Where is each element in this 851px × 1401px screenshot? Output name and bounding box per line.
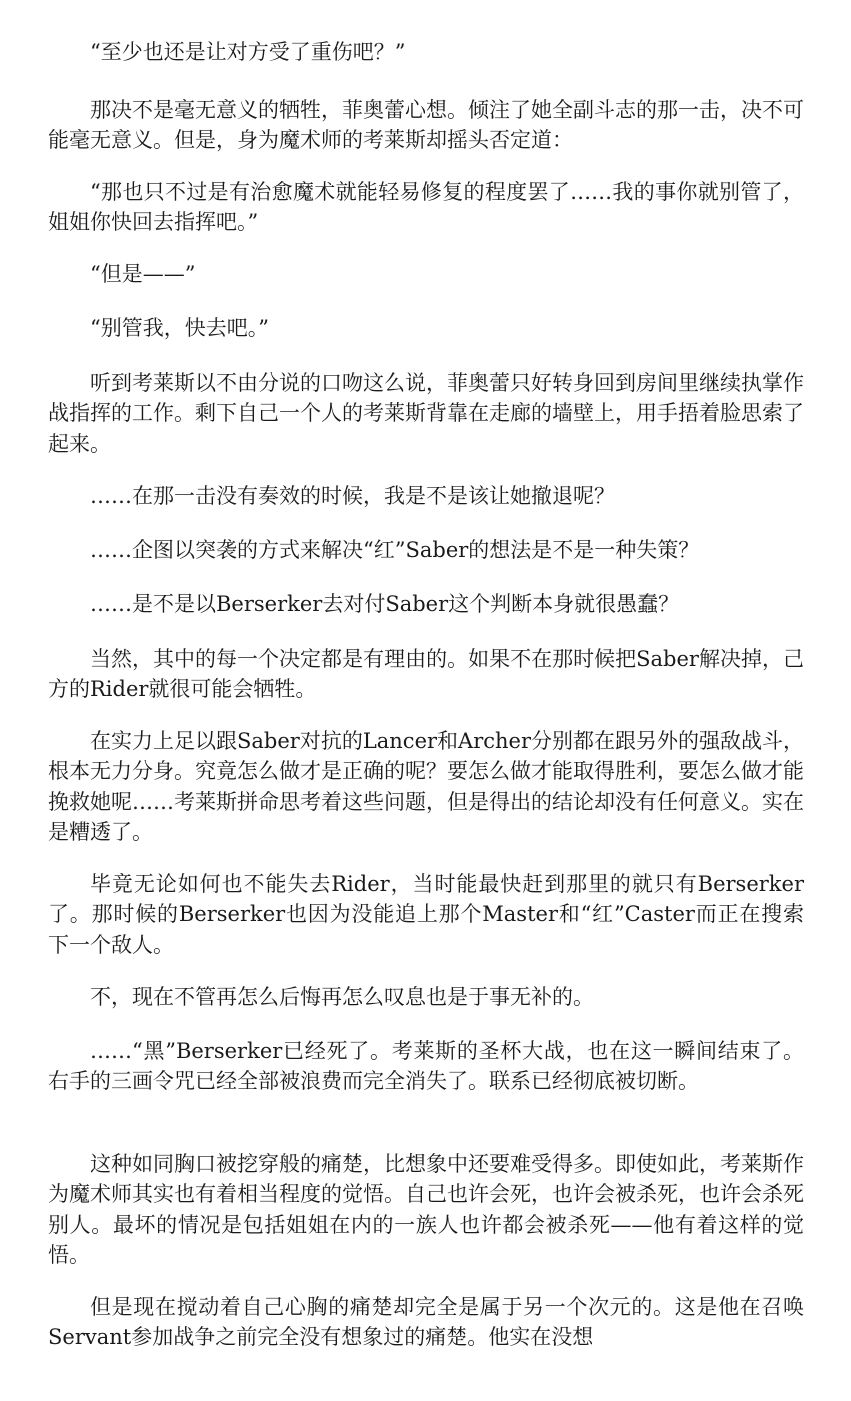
paragraph-11: 在实力上足以跟Saber对抗的Lancer和Archer分别都在跟另外的强敌战斗，根本无力分身。究竟怎么做才是正确的呢？要怎么做才能取得胜利，要怎么做才能挽救她呢……考莱斯拼命思考着这些问题，但是得出的结论却没有任何意义。实在是糟透了。: [48, 729, 804, 845]
paragraph-12: 毕竟无论如何也不能失去Rider，当时能最快赶到那里的就只有Berserker了。那时候的Berserker也因为没能追上那个Master和“红”Caster而正在搜索下一个敌人。: [48, 872, 804, 957]
paragraph-2: 那决不是毫无意义的牺牲，菲奥蕾心想。倾注了她全副斗志的那一击，决不可能毫无意义。但是，身为魔术师的考莱斯却摇头否定道：: [48, 98, 804, 153]
paragraph-9: ……是不是以Berserker去对付Saber这个判断本身就很愚蠢？: [90, 592, 680, 616]
paragraph-13: 不，现在不管再怎么后悔再怎么叹息也是于事无补的。: [90, 985, 594, 1009]
paragraph-8: ……企图以突袭的方式来解决“红”Saber的想法是不是一种失策？: [90, 538, 700, 562]
paragraph-5: “别管我，快去吧。”: [90, 316, 269, 340]
paragraph-4: “但是——”: [90, 262, 196, 286]
paragraph-1: “至少也还是让对方受了重伤吧？”: [90, 40, 406, 64]
paragraph-16: 但是现在搅动着自己心胸的痛楚却完全是属于另一个次元的。这是他在召唤Servant参加战争之前完全没有想象过的痛楚。他实在没想: [48, 1295, 804, 1350]
paragraph-14: ……“黑”Berserker已经死了。考莱斯的圣杯大战，也在这一瞬间结束了。右手的三画令咒已经全部被浪费而完全消失了。联系已经彻底被切断。: [48, 1039, 804, 1094]
paragraph-3: “那也只不过是有治愈魔术就能轻易修复的程度罢了……我的事你就别管了，姐姐你快回去指挥吧。”: [48, 180, 804, 235]
paragraph-10: 当然，其中的每一个决定都是有理由的。如果不在那时候把Saber解决掉，己方的Rider就很可能会牺牲。: [48, 647, 804, 702]
paragraph-7: ……在那一击没有奏效的时候，我是不是该让她撤退呢？: [90, 484, 615, 508]
paragraph-6: 听到考莱斯以不由分说的口吻这么说，菲奥蕾只好转身回到房间里继续执掌作战指挥的工作。剩下自己一个人的考莱斯背靠在走廊的墙壁上，用手捂着脸思索了起来。: [48, 371, 804, 456]
paragraph-15: 这种如同胸口被挖穿般的痛楚，比想象中还要难受得多。即使如此，考莱斯作为魔术师其实也有着相当程度的觉悟。自己也许会死，也许会被杀死，也许会杀死别人。最坏的情况是包括姐姐在内的一族人也许都会被杀死——他有着这样的觉悟。: [48, 1152, 804, 1268]
